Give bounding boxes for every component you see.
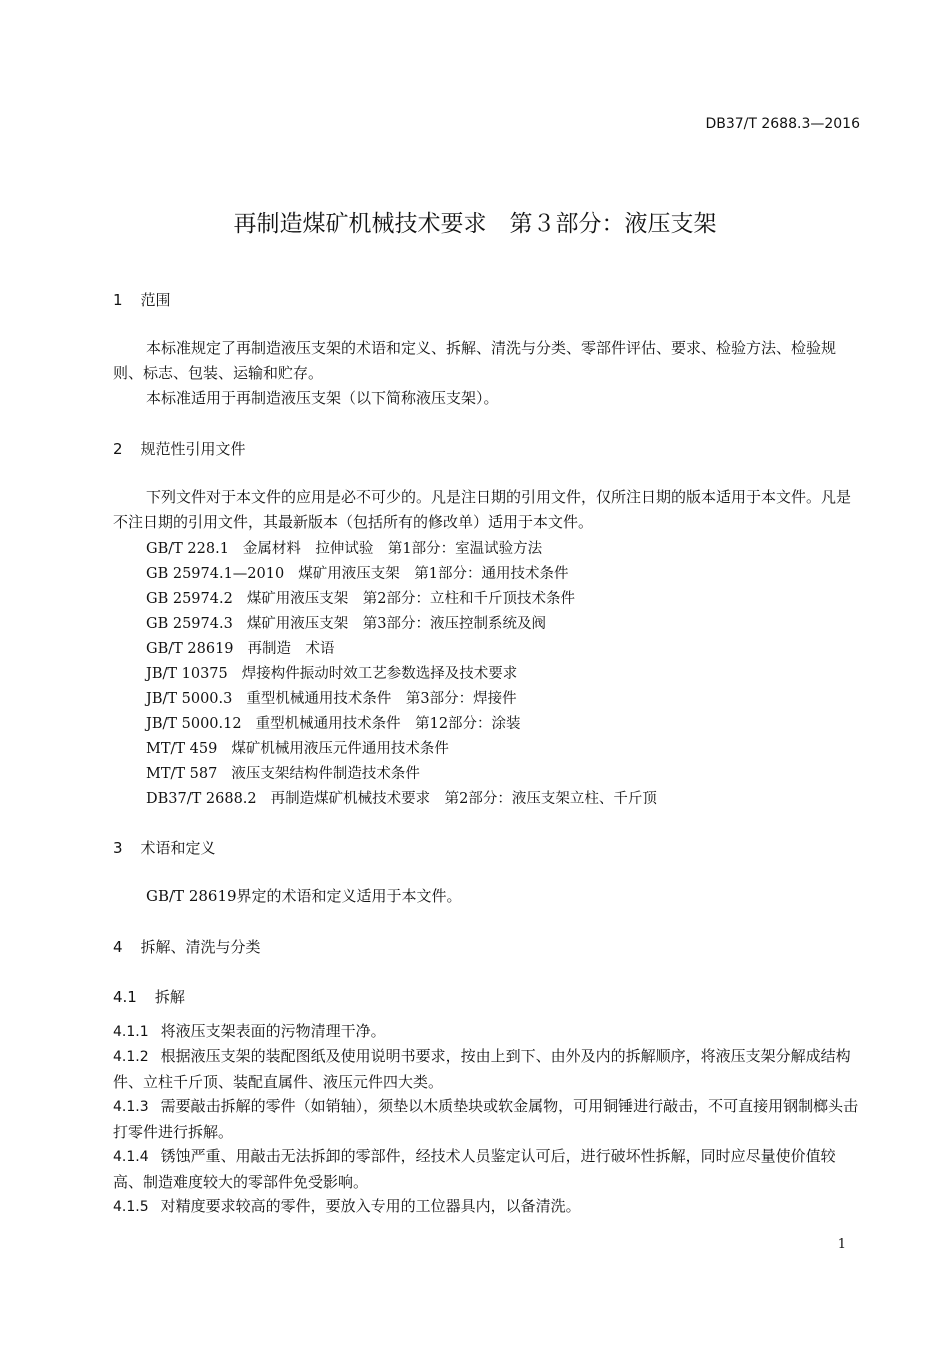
reference-item bbox=[146, 537, 542, 558]
reference-title: 焊接构件振动时效工艺参数选择及技术要求 bbox=[241, 666, 518, 682]
reference-code: GB 25974.2 bbox=[146, 591, 233, 607]
reference-code: GB 25974.1—2010 bbox=[146, 566, 285, 582]
reference-title: 煤矿机械用液压元件通用技术条件 bbox=[231, 741, 449, 757]
reference-title: 液压支架结构件制造技术条件 bbox=[231, 766, 420, 782]
reference-title: 再制造 术语 bbox=[247, 641, 335, 657]
reference-item bbox=[146, 737, 449, 758]
reference-item bbox=[146, 562, 568, 583]
section-title: 范围 bbox=[140, 291, 171, 309]
clause-number: 4.1.5 bbox=[113, 1199, 149, 1215]
section-number: 4 bbox=[113, 938, 123, 956]
section-heading-4 bbox=[113, 936, 261, 957]
reference-item bbox=[146, 662, 517, 683]
reference-code: JB/T 5000.12 bbox=[146, 716, 242, 732]
reference-item bbox=[146, 612, 546, 633]
clause-text: 根据液压支架的装配图纸及使用说明书要求，按由上到下、由外及内的拆解顺序，将液压支架分解成结构件、立柱千斤顶、装配直属件、液压元件四大类。 bbox=[113, 1047, 851, 1091]
reference-code: GB 25974.3 bbox=[146, 616, 233, 632]
reference-title: 煤矿用液压支架 第1部分：通用技术条件 bbox=[298, 566, 569, 582]
reference-code: DB37/T 2688.2 bbox=[146, 791, 257, 807]
reference-code: GB/T 28619 bbox=[146, 641, 234, 657]
reference-item bbox=[146, 637, 335, 658]
section-title: 拆解、清洗与分类 bbox=[140, 938, 261, 956]
reference-code: GB/T 228.1 bbox=[146, 541, 229, 557]
reference-code: MT/T 587 bbox=[146, 766, 218, 782]
clause-number: 4.1.4 bbox=[113, 1149, 149, 1165]
paragraph: 下列文件对于本文件的应用是必不可少的。凡是注日期的引用文件，仅所注日期的版本适用于本文件。凡是不注日期的引用文件，其最新版本（包括所有的修改单）适用于本文件。 bbox=[113, 488, 852, 531]
clause bbox=[113, 1144, 861, 1195]
subsection-title: 拆解 bbox=[154, 988, 185, 1006]
paragraph: 本标准规定了再制造液压支架的术语和定义、拆解、清洗与分类、零部件评估、要求、检验方法、检验规则、标志、包装、运输和贮存。 bbox=[113, 339, 837, 382]
reference-title: 重型机械通用技术条件 第3部分：焊接件 bbox=[246, 691, 517, 707]
clause bbox=[113, 1094, 861, 1145]
clause bbox=[113, 1044, 861, 1095]
reference-title: 再制造煤矿机械技术要求 第2部分：液压支架立柱、千斤顶 bbox=[270, 791, 657, 807]
section-heading-2 bbox=[113, 438, 246, 459]
page-number: 1 bbox=[837, 1237, 846, 1252]
reference-item bbox=[146, 762, 420, 783]
reference-code: JB/T 5000.3 bbox=[146, 691, 233, 707]
subsection-heading-4-1 bbox=[113, 986, 185, 1007]
clause-number: 4.1.1 bbox=[113, 1024, 149, 1040]
section-heading-1 bbox=[113, 289, 171, 310]
clause-number: 4.1.2 bbox=[113, 1049, 149, 1065]
reference-item bbox=[146, 687, 517, 708]
reference-title: 重型机械通用技术条件 第12部分：涂装 bbox=[255, 716, 521, 732]
subsection-number: 4.1 bbox=[113, 988, 137, 1006]
document-code: DB37/T 2688.3—2016 bbox=[705, 116, 860, 132]
clause bbox=[113, 1019, 861, 1045]
reference-item bbox=[146, 712, 521, 733]
paragraph: GB/T 28619界定的术语和定义适用于本文件。 bbox=[146, 887, 462, 905]
document-title: 再制造煤矿机械技术要求 第３部分：液压支架 bbox=[233, 211, 717, 237]
reference-item bbox=[146, 787, 657, 808]
reference-title: 金属材料 拉伸试验 第1部分：室温试验方法 bbox=[242, 541, 543, 557]
section-heading-3 bbox=[113, 837, 216, 858]
section-number: 3 bbox=[113, 839, 123, 857]
reference-title: 煤矿用液压支架 第3部分：液压控制系统及阀 bbox=[246, 616, 547, 632]
reference-title: 煤矿用液压支架 第2部分：立柱和千斤顶技术条件 bbox=[246, 591, 576, 607]
clause-text: 锈蚀严重、用敲击无法拆卸的零部件，经技术人员鉴定认可后，进行破坏性拆解，同时应尽量使价值较高、制造难度较大的零部件免受影响。 bbox=[113, 1147, 836, 1191]
section-title: 术语和定义 bbox=[140, 839, 216, 857]
clause-text: 需要敲击拆解的零件（如销轴），须垫以木质垫块或软金属物，可用铜锤进行敲击，不可直接用钢制榔头击打零件进行拆解。 bbox=[113, 1097, 859, 1141]
reference-code: JB/T 10375 bbox=[146, 666, 228, 682]
clause-number: 4.1.3 bbox=[113, 1099, 149, 1115]
reference-item bbox=[146, 587, 575, 608]
section-title: 规范性引用文件 bbox=[140, 440, 246, 458]
clause-text: 对精度要求较高的零件，要放入专用的工位器具内，以备清洗。 bbox=[160, 1197, 581, 1215]
section-number: 2 bbox=[113, 440, 123, 458]
reference-code: MT/T 459 bbox=[146, 741, 218, 757]
section-number: 1 bbox=[113, 291, 123, 309]
clause-text: 将液压支架表面的污物清理干净。 bbox=[160, 1022, 386, 1040]
paragraph: 本标准适用于再制造液压支架（以下简称液压支架）。 bbox=[146, 389, 499, 407]
clause bbox=[113, 1194, 861, 1220]
